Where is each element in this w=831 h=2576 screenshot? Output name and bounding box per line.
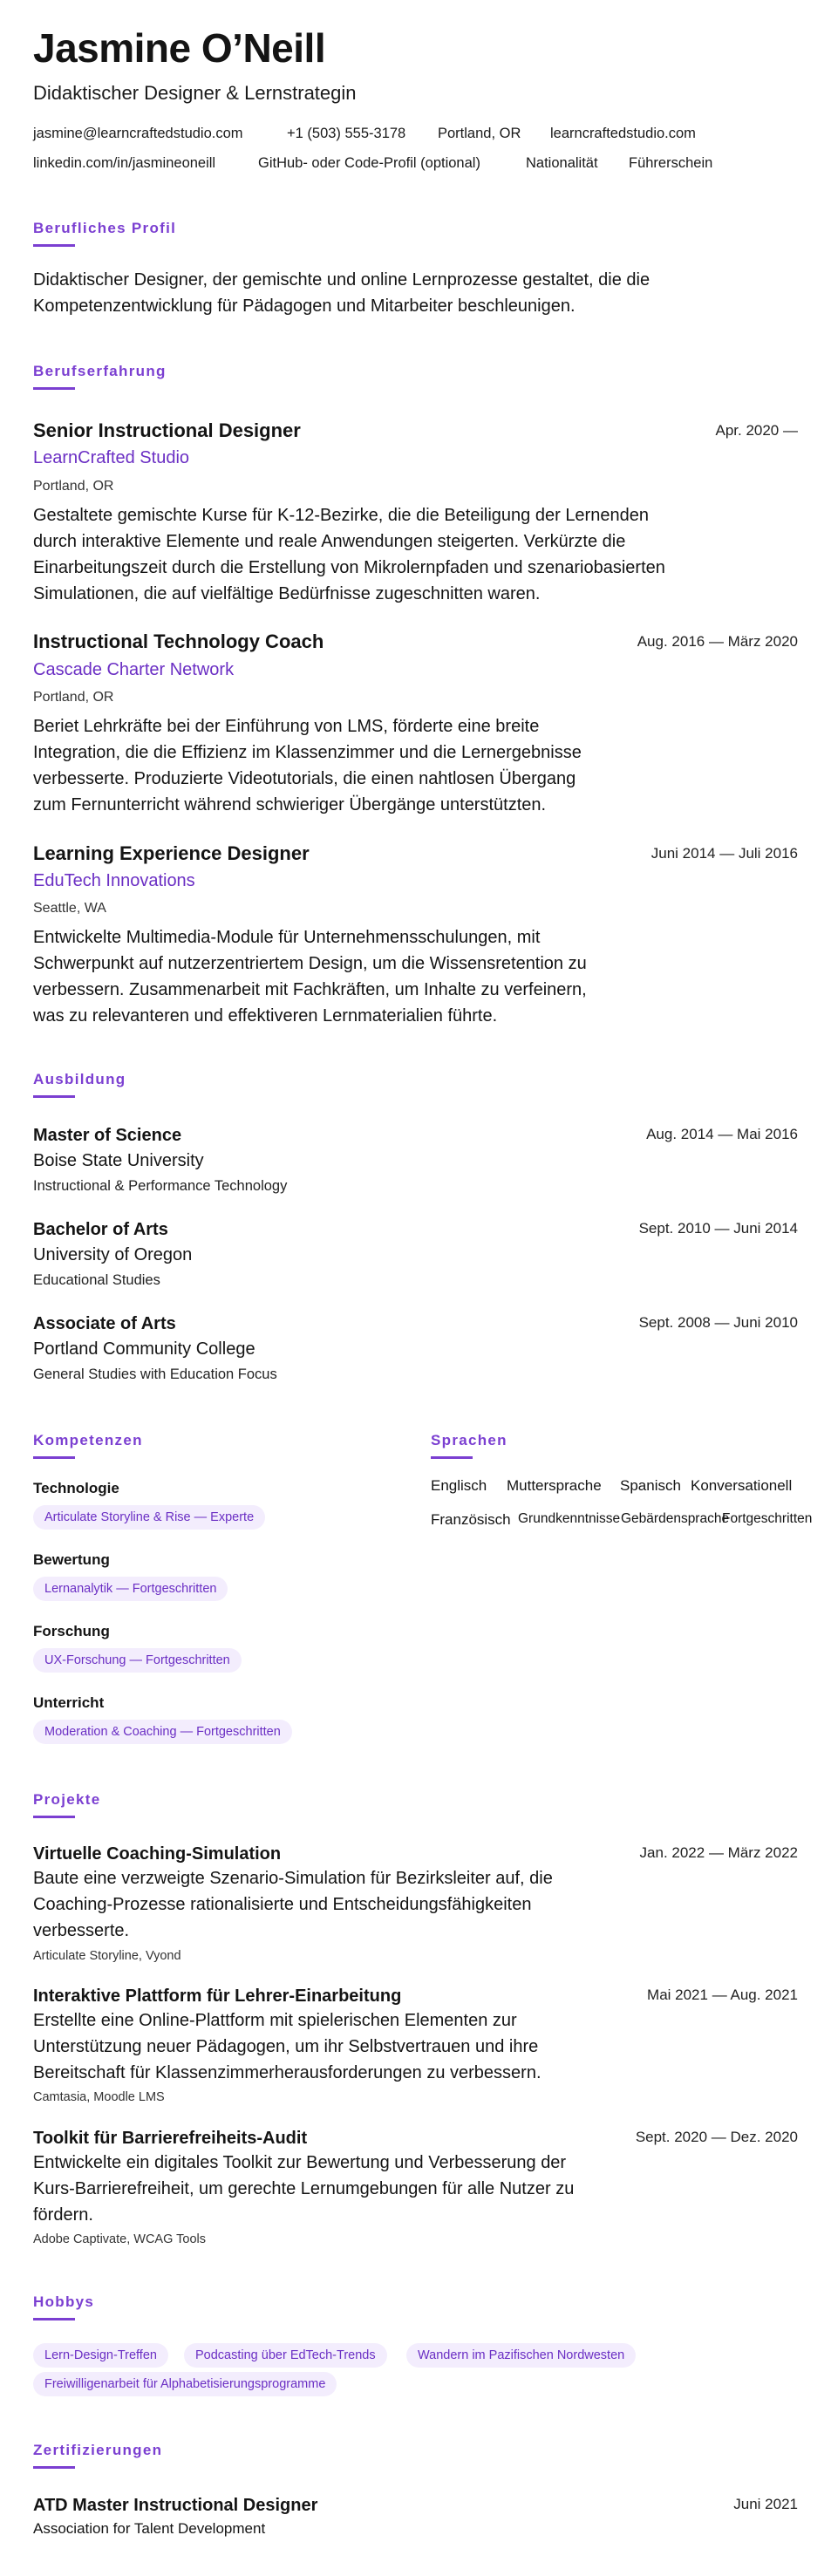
contact-nationality: Nationalität bbox=[526, 155, 598, 171]
job-description: Beriet Lehrkräfte bei der Einführung von LMS, förderte eine breite Integration, die die Effizienz im Klassenzimmer und die Lernergebnisse verbesserte. Produzierte Videotutorials, die einen nahtlosen Übergang zum Fernunterricht während schwieriger Übergänge unterstützten. bbox=[33, 717, 582, 814]
contact-github[interactable]: GitHub- oder Code-Profil (optional) bbox=[258, 155, 480, 171]
project-description: Baute eine verzweigte Szenario-Simulation für Bezirksleiter auf, die Coaching-Prozesse rationalisierte und Entscheidungsfähigkeiten verbesserte. bbox=[33, 1869, 553, 1940]
language-level: Muttersprache bbox=[507, 1477, 602, 1494]
job-date: Apr. 2020 — bbox=[715, 422, 798, 439]
skills-section-title: Kompetenzen bbox=[33, 1432, 143, 1448]
job-date: Aug. 2016 — März 2020 bbox=[637, 633, 798, 650]
education-date: Aug. 2014 — Mai 2016 bbox=[646, 1126, 798, 1142]
skill-tag: UX-Forschung — Fortgeschritten bbox=[33, 1648, 242, 1673]
project-tools: Camtasia, Moodle LMS bbox=[33, 2090, 165, 2104]
contact-license: Führerschein bbox=[629, 155, 713, 171]
project-tools: Adobe Captivate, WCAG Tools bbox=[33, 2232, 206, 2246]
language-name: Französisch bbox=[431, 1511, 511, 1528]
project-tools: Articulate Storyline, Vyond bbox=[33, 1949, 181, 1963]
projects-section-title: Projekte bbox=[33, 1791, 101, 1808]
job-location: Seattle, WA bbox=[33, 901, 106, 916]
certification-name: ATD Master Instructional Designer bbox=[33, 2496, 318, 2515]
candidate-name: Jasmine O’Neill bbox=[33, 25, 326, 71]
education-section-rule bbox=[33, 1095, 75, 1098]
hobbies-section-rule bbox=[33, 2318, 75, 2320]
education-field: Instructional & Performance Technology bbox=[33, 1178, 288, 1194]
job-title: Senior Instructional Designer bbox=[33, 419, 301, 441]
languages-section-rule bbox=[431, 1456, 473, 1459]
skill-tag: Lernanalytik — Fortgeschritten bbox=[33, 1577, 228, 1601]
education-degree: Bachelor of Arts bbox=[33, 1220, 168, 1239]
job-company: EduTech Innovations bbox=[33, 871, 195, 890]
education-degree: Master of Science bbox=[33, 1126, 182, 1145]
skill-category: Unterricht bbox=[33, 1694, 105, 1711]
profile-section-rule bbox=[33, 244, 75, 247]
projects-section-rule bbox=[33, 1816, 75, 1818]
project-description: Erstellte eine Online-Plattform mit spielerischen Elementen zur Unterstützung neuer Pädagogen, um ihr Selbstvertrauen und ihre Bereitschaft für Klassenzimmerherausforderungen zu verbessern. bbox=[33, 2011, 542, 2082]
contact-linkedin[interactable]: linkedin.com/in/jasmineoneill bbox=[33, 155, 216, 171]
certifications-section-rule bbox=[33, 2466, 75, 2469]
language-name: Englisch bbox=[431, 1477, 487, 1494]
language-level: Fortgeschritten bbox=[722, 1511, 813, 1526]
education-field: Educational Studies bbox=[33, 1272, 160, 1288]
job-description: Gestaltete gemischte Kurse für K-12-Bezirke, die die Beteiligung der Lernenden durch interaktive Elemente und reale Anwendungen steigerten. Verkürzte die Einarbeitungszeit durch die Erstellung von Mikrolernpfaden und szenariobasierten Simulationen, die auf vielfältige Bedürfnisse zugeschnitten waren. bbox=[33, 506, 665, 603]
project-title: Toolkit für Barrierefreiheits-Audit bbox=[33, 2129, 308, 2148]
job-date: Juni 2014 — Juli 2016 bbox=[650, 845, 798, 862]
languages-section-title: Sprachen bbox=[431, 1432, 507, 1448]
contact-location: Portland, OR bbox=[438, 126, 521, 141]
language-level: Grundkenntnisse bbox=[518, 1511, 621, 1526]
project-date: Sept. 2020 — Dez. 2020 bbox=[635, 2129, 798, 2145]
contact-phone[interactable]: +1 (503) 555-3178 bbox=[287, 126, 406, 141]
education-school: University of Oregon bbox=[33, 1245, 193, 1264]
education-section-title: Ausbildung bbox=[33, 1071, 126, 1087]
contact-website[interactable]: learncraftedstudio.com bbox=[550, 126, 696, 141]
project-date: Jan. 2022 — März 2022 bbox=[639, 1844, 798, 1861]
education-school: Boise State University bbox=[33, 1151, 204, 1170]
education-field: General Studies with Education Focus bbox=[33, 1366, 277, 1382]
candidate-headline: Didaktischer Designer & Lernstrategin bbox=[33, 82, 357, 104]
project-title: Interaktive Plattform für Lehrer-Einarbeitung bbox=[33, 1987, 402, 2006]
job-location: Portland, OR bbox=[33, 690, 114, 705]
skill-tag: Moderation & Coaching — Fortgeschritten bbox=[33, 1720, 292, 1744]
job-company: LearnCrafted Studio bbox=[33, 448, 190, 467]
skills-section-rule bbox=[33, 1456, 75, 1459]
hobby-tag: Podcasting über EdTech-Trends bbox=[184, 2343, 387, 2368]
profile-section-title: Berufliches Profil bbox=[33, 220, 177, 236]
skill-tag: Articulate Storyline & Rise — Experte bbox=[33, 1505, 265, 1530]
hobbies-section-title: Hobbys bbox=[33, 2293, 95, 2310]
job-description: Entwickelte Multimedia-Module für Unternehmensschulungen, mit Schwerpunkt auf nutzerzentriertem Design, um die Wissensretention zu verbessern. Zusammenarbeit mit Fachkräften, um Inhalte zu verfeinern, was zu relevanteren und effektiveren Lernmaterialien führte. bbox=[33, 928, 587, 1026]
education-date: Sept. 2008 — Juni 2010 bbox=[638, 1314, 798, 1331]
education-degree: Associate of Arts bbox=[33, 1314, 176, 1333]
project-date: Mai 2021 — Aug. 2021 bbox=[647, 1987, 798, 2003]
job-company: Cascade Charter Network bbox=[33, 660, 235, 679]
experience-section-rule bbox=[33, 387, 75, 390]
skill-category: Bewertung bbox=[33, 1551, 110, 1568]
language-name: Gebärdensprache bbox=[621, 1511, 730, 1526]
skill-category: Technologie bbox=[33, 1480, 119, 1496]
language-level: Konversationell bbox=[691, 1477, 793, 1494]
hobby-tag: Freiwilligenarbeit für Alphabetisierungsprogramme bbox=[33, 2372, 337, 2396]
job-title: Learning Experience Designer bbox=[33, 842, 310, 864]
hobby-tag: Lern-Design-Treffen bbox=[33, 2343, 168, 2368]
language-name: Spanisch bbox=[620, 1477, 681, 1494]
project-title: Virtuelle Coaching-Simulation bbox=[33, 1844, 282, 1864]
project-description: Entwickelte ein digitales Toolkit zur Bewertung und Verbesserung der Kurs-Barrierefreiheit, um gerechte Lernumgebungen für alle Nutzer zu fördern. bbox=[33, 2153, 575, 2225]
certification-date: Juni 2021 bbox=[733, 2496, 798, 2512]
job-location: Portland, OR bbox=[33, 479, 114, 494]
profile-text: Didaktischer Designer, der gemischte und online Lernprozesse gestaltet, die die Kompetenzentwicklung für Pädagogen und Mitarbeiter beschleunigen. bbox=[33, 270, 650, 316]
certification-issuer: Association for Talent Development bbox=[33, 2520, 266, 2537]
hobby-tag: Wandern im Pazifischen Nordwesten bbox=[406, 2343, 636, 2368]
education-school: Portland Community College bbox=[33, 1339, 255, 1359]
job-title: Instructional Technology Coach bbox=[33, 630, 324, 652]
skill-category: Forschung bbox=[33, 1623, 110, 1639]
certifications-section-title: Zertifizierungen bbox=[33, 2442, 163, 2458]
education-date: Sept. 2010 — Juni 2014 bbox=[638, 1220, 798, 1237]
contact-email[interactable]: jasmine@learncraftedstudio.com bbox=[33, 126, 243, 141]
experience-section-title: Berufserfahrung bbox=[33, 363, 167, 379]
